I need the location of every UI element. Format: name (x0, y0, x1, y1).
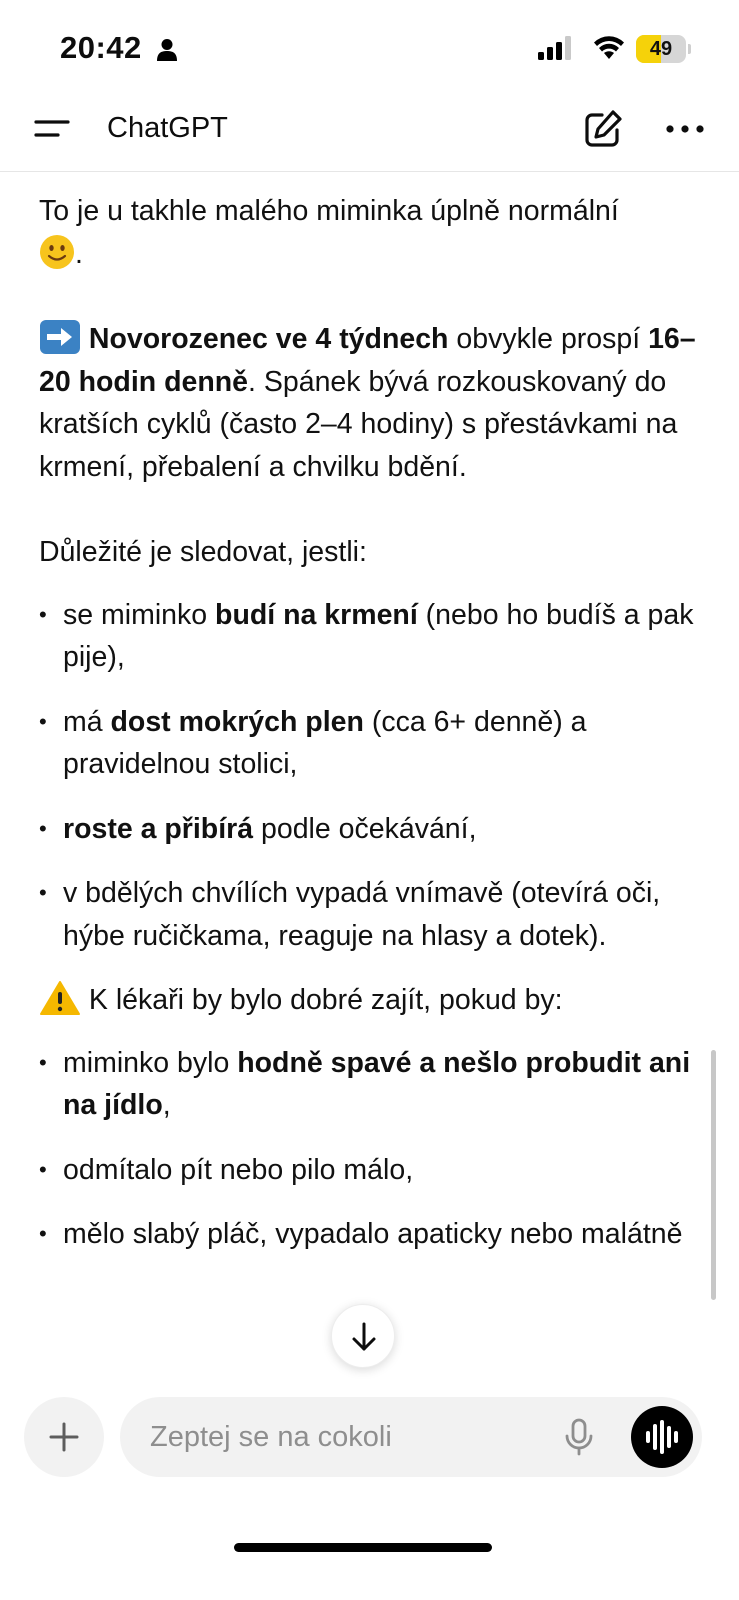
warning-list (39, 1042, 699, 1256)
list-item: • mělo slabý pláč, vypadalo apaticky nebo malátně (39, 1213, 699, 1256)
arrow-down-icon (350, 1321, 378, 1353)
list-item: • miminko bylo hodně spavé a nešlo probudit ani na jídlo, (39, 1042, 699, 1127)
status-time: 20:42 (60, 30, 142, 65)
message-paragraph: K lékaři by bylo dobré zajít, pokud by: (39, 979, 699, 1022)
battery-level: 49 (649, 38, 673, 60)
status-bar (0, 0, 739, 95)
microphone-icon[interactable] (562, 1417, 596, 1457)
message-input-container (120, 1397, 702, 1477)
composer (0, 1380, 739, 1600)
menu-icon[interactable] (26, 111, 78, 147)
slightly-smiling-face-icon (39, 234, 75, 270)
wifi-icon (592, 33, 626, 61)
list-item: • má dost mokrých plen (cca 6+ denně) a pravidelnou stolici, (39, 701, 699, 786)
list-item: • odmítalo pít nebo pilo málo, (39, 1149, 699, 1192)
app-header (0, 95, 739, 172)
list-item: • v bdělých chvílích vypadá vnímavě (otevírá oči, hýbe ručičkama, reaguje na hlasy a dotek). (39, 872, 699, 957)
right-arrow-icon (39, 319, 81, 355)
assistant-message (39, 190, 699, 1278)
message-input[interactable] (150, 1397, 530, 1477)
battery-indicator (636, 35, 690, 63)
check-list (39, 594, 699, 958)
list-item: • se miminko budí na krmení (nebo ho budíš a pak pije), (39, 594, 699, 679)
list-item: • roste a přibírá podle očekávání, (39, 808, 699, 851)
scrollbar[interactable] (711, 1050, 716, 1300)
message-paragraph: To je u takhle malého miminka úplně normální . (39, 195, 619, 270)
signal-icon (538, 36, 574, 60)
voice-mode-icon (644, 1420, 680, 1454)
message-paragraph: Novorozenec ve 4 týdnech obvykle prospí 16–20 hodin denně. Spánek bývá rozkouskovaný do kratších cyklů (často 2–4 hodiny) s přestávkami na krmení, přebalení a chvilku bdění. (39, 318, 699, 488)
chat-content[interactable] (0, 172, 739, 1409)
scroll-to-bottom-button[interactable] (331, 1304, 395, 1368)
warning-icon (39, 980, 81, 1016)
plus-icon (46, 1419, 82, 1455)
app-title: ChatGPT (107, 112, 228, 144)
more-icon[interactable] (660, 109, 710, 149)
person-icon (156, 38, 178, 62)
home-indicator (234, 1543, 492, 1552)
add-attachment-button[interactable] (24, 1397, 104, 1477)
message-paragraph: Důležité je sledovat, jestli: (39, 536, 367, 568)
voice-mode-button[interactable] (631, 1406, 693, 1468)
compose-icon[interactable] (578, 105, 628, 153)
